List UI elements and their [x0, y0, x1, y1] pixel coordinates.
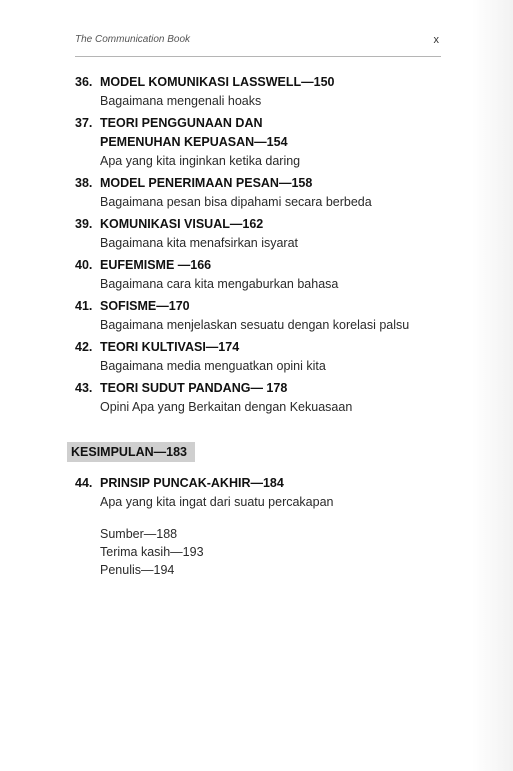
entry-number: 38.	[75, 176, 93, 190]
entry-number: 40.	[75, 258, 93, 272]
toc-entry-38[interactable]	[75, 174, 455, 211]
page-number: x	[433, 34, 439, 46]
section-heading-kesimpulan[interactable]: KESIMPULAN—183	[67, 442, 195, 462]
toc-entry-44[interactable]	[75, 474, 455, 511]
entry-subtitle: Bagaimana mengenali hoaks	[100, 94, 262, 108]
toc-entry-39[interactable]	[75, 215, 455, 252]
entry-title: KOMUNIKASI VISUAL—162	[100, 217, 264, 231]
toc-entry-42[interactable]	[75, 338, 455, 375]
toc-entry-37[interactable]	[75, 114, 455, 170]
entry-subtitle: Opini Apa yang Berkaitan dengan Kekuasaan	[100, 400, 353, 414]
running-header	[75, 32, 441, 57]
backmatter-list	[75, 525, 455, 579]
entry-subtitle: Bagaimana cara kita mengaburkan bahasa	[100, 277, 339, 291]
entry-title: PRINSIP PUNCAK-AKHIR—184	[100, 476, 284, 490]
entry-title: SOFISME—170	[100, 299, 190, 313]
entry-title: EUFEMISME —166	[100, 258, 212, 272]
entry-subtitle: Apa yang kita ingat dari suatu percakapan	[100, 495, 334, 509]
table-of-contents	[71, 73, 455, 579]
entry-title: MODEL PENERIMAAN PESAN—158	[100, 176, 313, 190]
entry-title: TEORI SUDUT PANDANG— 178	[100, 381, 288, 395]
entry-title: MODEL KOMUNIKASI LASSWELL—150	[100, 75, 335, 89]
entry-title-line-1: TEORI PENGGUNAAN DAN	[100, 116, 263, 130]
entry-number: 43.	[75, 381, 93, 395]
entry-title: TEORI KULTIVASI—174	[100, 340, 240, 354]
toc-entry-41[interactable]	[75, 297, 455, 334]
toc-entry-43[interactable]	[75, 379, 455, 416]
entry-number: 37.	[75, 116, 93, 130]
entry-subtitle: Apa yang kita inginkan ketika daring	[100, 154, 301, 168]
entry-subtitle: Bagaimana kita menafsirkan isyarat	[100, 236, 299, 250]
entry-title-line-2: PEMENUHAN KEPUASAN—154	[100, 135, 288, 149]
entry-number: 41.	[75, 299, 93, 313]
backmatter-item-sumber[interactable]: Sumber—188	[100, 527, 178, 541]
entry-number: 42.	[75, 340, 93, 354]
entry-number: 39.	[75, 217, 93, 231]
toc-entry-36[interactable]	[75, 73, 455, 110]
entry-number: 36.	[75, 75, 93, 89]
entry-number: 44.	[75, 476, 93, 490]
book-title: The Communication Book	[75, 34, 191, 45]
entry-subtitle: Bagaimana menjelaskan sesuatu dengan korelasi palsu	[100, 318, 410, 332]
entry-subtitle: Bagaimana media menguatkan opini kita	[100, 359, 326, 373]
toc-entry-40[interactable]	[75, 256, 455, 293]
entry-subtitle: Bagaimana pesan bisa dipahami secara berbeda	[100, 195, 372, 209]
backmatter-item-penulis[interactable]: Penulis—194	[100, 563, 175, 577]
backmatter-item-terima-kasih[interactable]: Terima kasih—193	[100, 545, 204, 559]
